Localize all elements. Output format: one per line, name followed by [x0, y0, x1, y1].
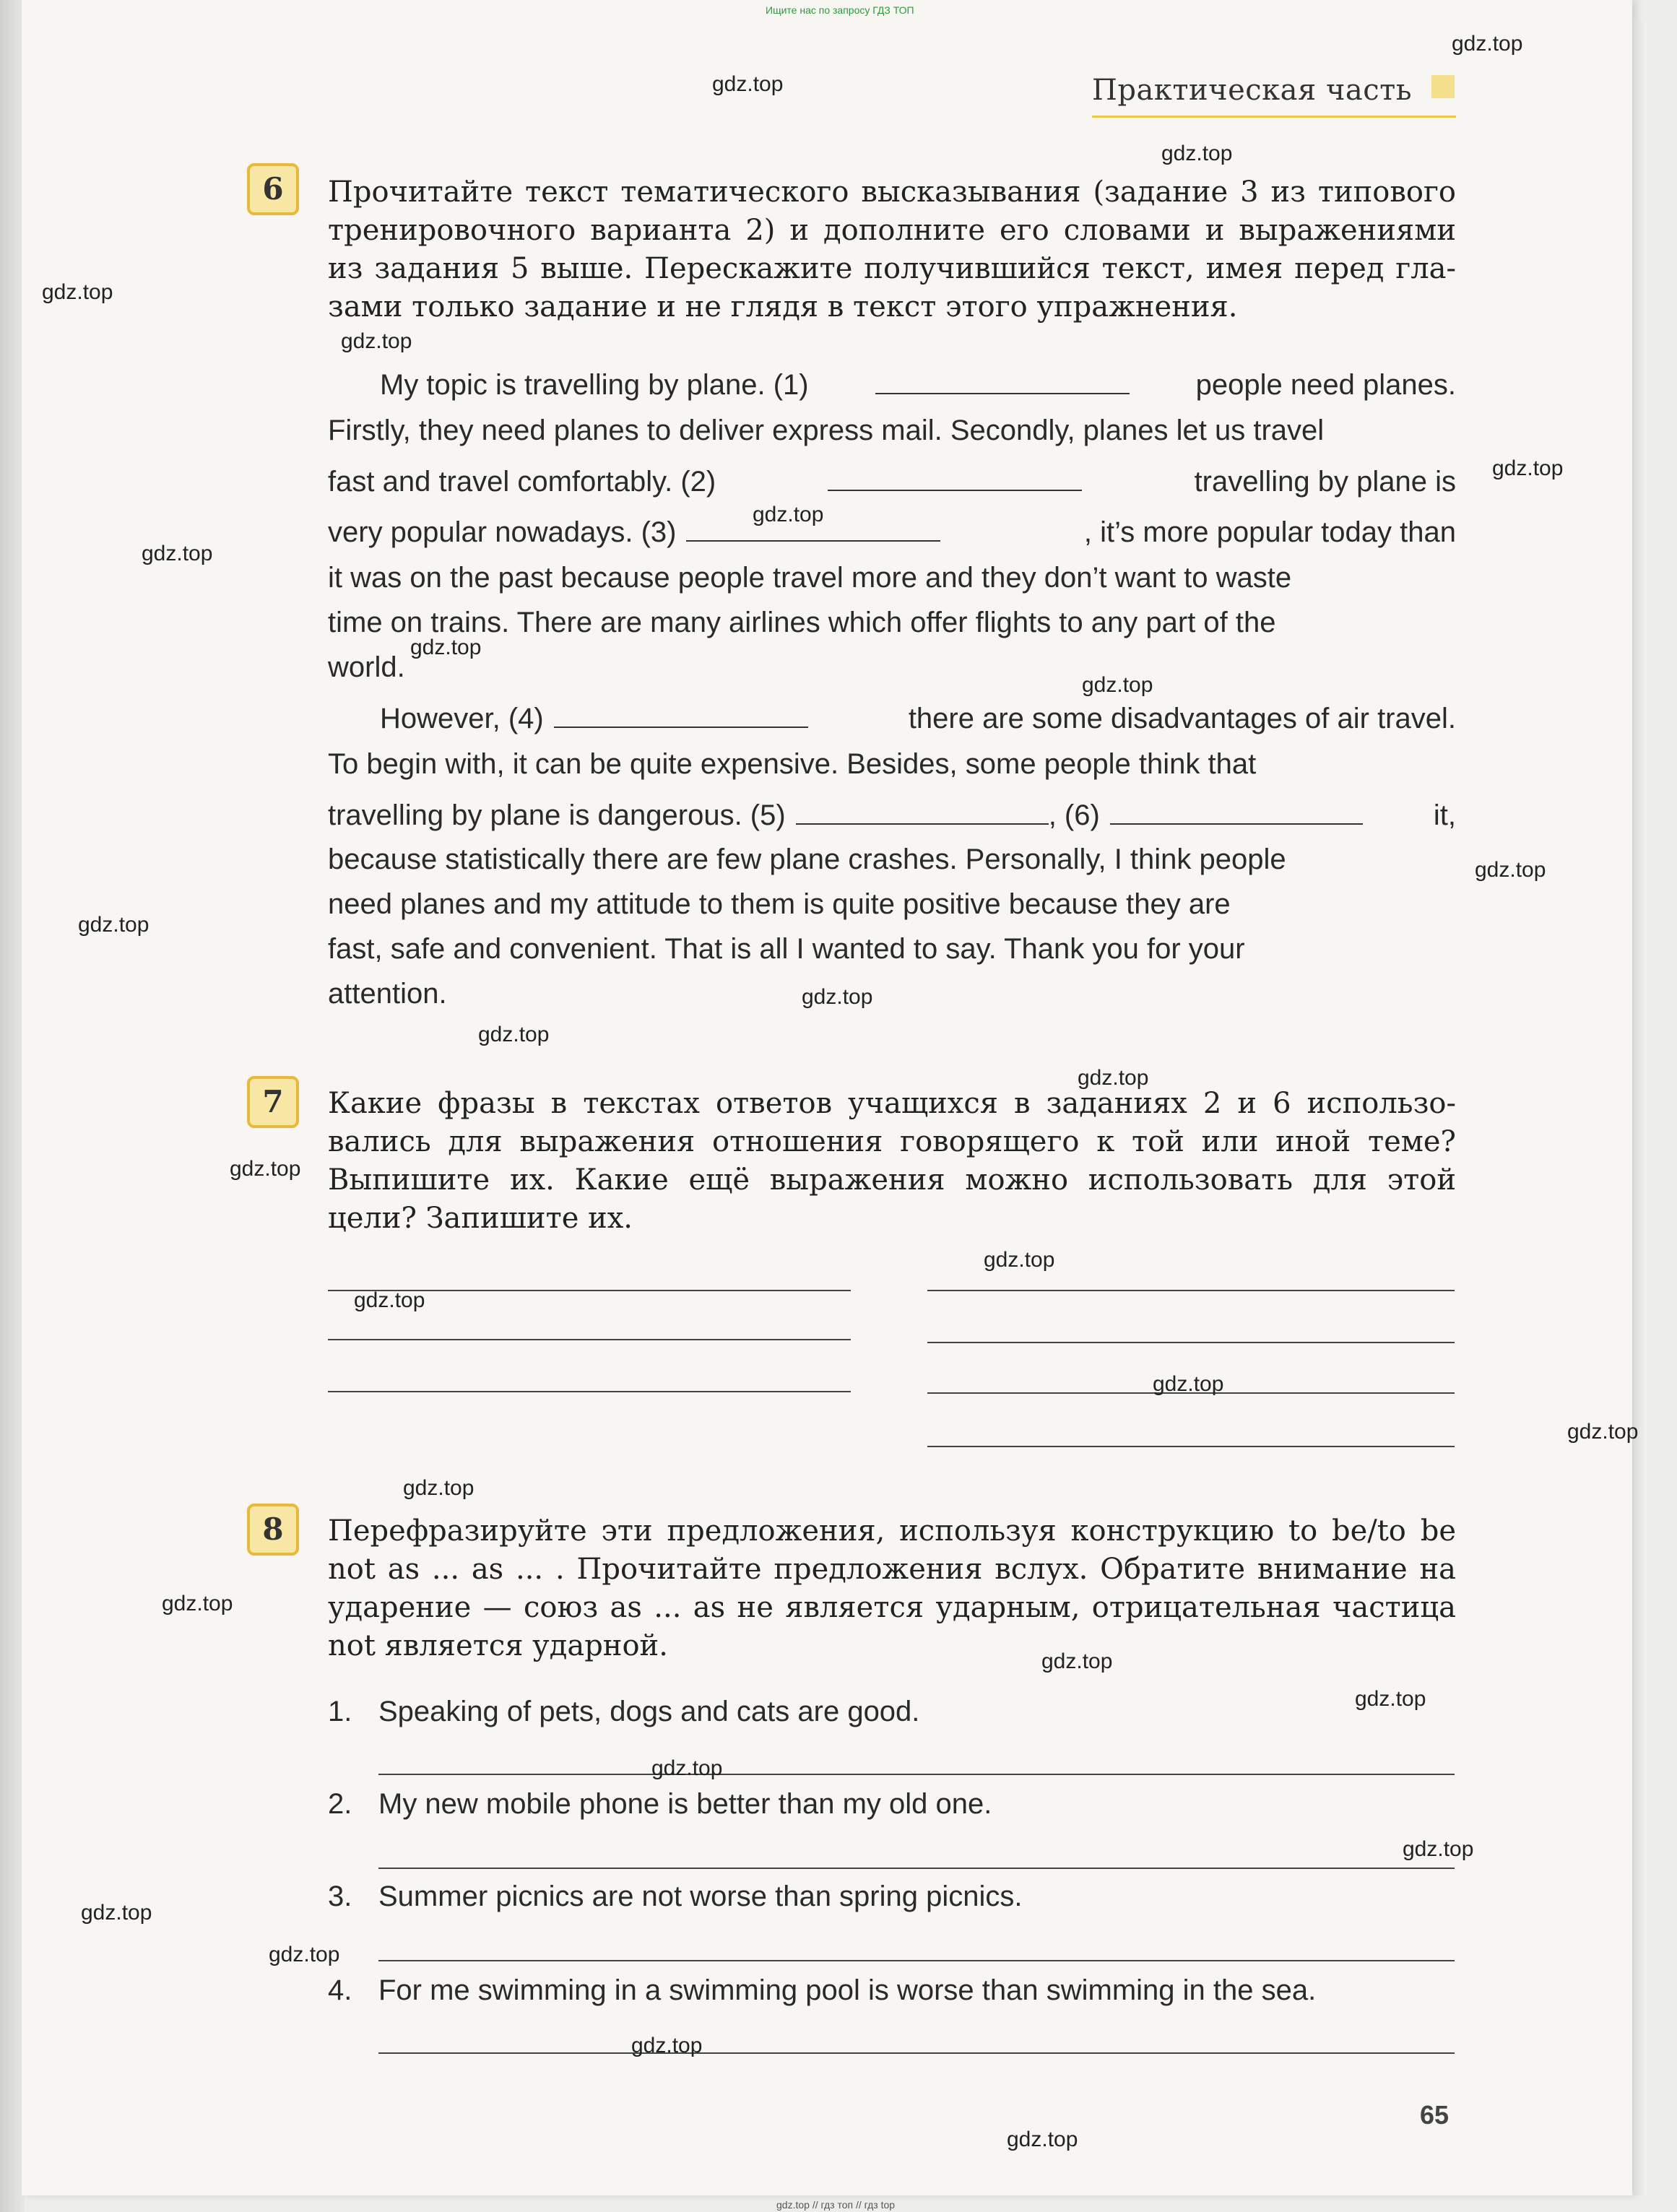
watermark: gdz.top [631, 2034, 703, 2057]
answer-line[interactable] [378, 1960, 1455, 1961]
text-fragment: very popular nowadays. (3) [328, 516, 677, 548]
answer-line[interactable] [378, 2052, 1455, 2054]
blank-1[interactable] [875, 368, 1130, 394]
instruction-line: not as ... as ... . Прочитайте предложения вслух. Обратите внимание на [328, 1553, 1456, 1586]
answer-line[interactable] [927, 1342, 1455, 1343]
exercise-7-badge: 7 [247, 1076, 299, 1128]
instruction-line: Какие фразы в текстах ответов учащихся в заданиях 2 и 6 использо- [328, 1087, 1456, 1120]
watermark: gdz.top [651, 1756, 723, 1780]
instruction-line: ударение — союз as ... as не является ударным, отрицательная частица [328, 1591, 1456, 1624]
page-edge-shadow [0, 0, 25, 2212]
watermark: gdz.top [269, 1943, 340, 1966]
list-item-number: 1. [328, 1696, 352, 1727]
text-line: because statistically there are few plane crashes. Personally, I think people [328, 843, 1286, 875]
text-line: fast, safe and convenient. That is all I wanted to say. Thank you for your [328, 933, 1245, 965]
watermark: gdz.top [1492, 456, 1564, 480]
watermark: gdz.top [81, 1901, 152, 1925]
watermark: gdz.top [42, 280, 113, 304]
instruction-line: цели? Запишите их. [328, 1202, 633, 1235]
watermark: gdz.top [354, 1288, 425, 1312]
watermark: gdz.top [712, 72, 784, 96]
list-item-number: 4. [328, 1974, 352, 2006]
text-line [328, 465, 1456, 503]
text-fragment: However, (4) [380, 703, 544, 734]
watermark: gdz.top [1153, 1372, 1224, 1396]
instruction-line: Прочитайте текст тематического высказывания (задание 3 из типового [328, 175, 1456, 209]
instruction-line: not является ударной. [328, 1629, 668, 1662]
list-item [328, 1881, 1022, 1913]
top-note: Ищите нас по запросу ГДЗ ТОП [766, 4, 914, 16]
answer-line[interactable] [378, 1774, 1455, 1775]
answer-line[interactable] [927, 1446, 1455, 1447]
answer-line[interactable] [927, 1290, 1455, 1291]
watermark: gdz.top [1567, 1420, 1639, 1444]
list-item-number: 3. [328, 1881, 352, 1912]
text-line: need planes and my attitude to them is quite positive because they are [328, 888, 1231, 920]
watermark: gdz.top [410, 636, 482, 659]
watermark: gdz.top [1403, 1837, 1474, 1861]
text-fragment: travelling by plane is [1194, 466, 1456, 498]
list-item [328, 1696, 919, 1728]
section-square-icon [1431, 75, 1455, 98]
blank-4[interactable] [554, 702, 808, 728]
text-line: attention. [328, 978, 447, 1010]
watermark: gdz.top [78, 913, 150, 937]
instruction-line: вались для выражения отношения говорящего к той или иной теме? [328, 1125, 1456, 1158]
exercise-8-instruction [328, 1512, 1456, 1665]
text-line: Firstly, they need planes to deliver express mail. Secondly, planes let us travel [328, 415, 1325, 446]
text-line [328, 799, 1456, 836]
instruction-line: из задания 5 выше. Перескажите получившийся текст, имея перед гла- [328, 252, 1456, 285]
watermark: gdz.top [1007, 2128, 1078, 2151]
list-item-text: For me swimming in a swimming pool is worse than swimming in the sea. [378, 1974, 1317, 2006]
exercise-6-badge: 6 [247, 163, 299, 215]
text-line: it was on the past because people travel more and they don’t want to waste [328, 562, 1292, 594]
text-line: To begin with, it can be quite expensive. Besides, some people think that [328, 748, 1257, 780]
section-rule [1092, 116, 1456, 118]
text-line: world. [328, 651, 405, 683]
blank-2[interactable] [828, 465, 1082, 491]
exercise-7-instruction [328, 1085, 1456, 1238]
text-fragment: it, [1433, 799, 1456, 831]
list-item-text: Speaking of pets, dogs and cats are good. [378, 1696, 920, 1727]
watermark: gdz.top [162, 1592, 233, 1615]
instruction-line: Выпишите их. Какие ещё выражения можно использовать для этой [328, 1163, 1456, 1197]
blank-6[interactable] [1110, 799, 1363, 825]
instruction-line: зами только задание и не глядя в текст этого упражнения. [328, 290, 1238, 324]
watermark: gdz.top [802, 985, 873, 1009]
list-item-number: 2. [328, 1788, 352, 1820]
answer-line[interactable] [328, 1339, 851, 1340]
text-line [328, 702, 1456, 739]
watermark: gdz.top [1082, 673, 1153, 697]
list-item-text: Summer picnics are not worse than spring picnics. [378, 1881, 1023, 1912]
page-number: 65 [1420, 2100, 1450, 2130]
watermark: gdz.top [1452, 32, 1523, 56]
text-fragment: people need planes. [1195, 369, 1456, 401]
text-line [328, 368, 1456, 406]
watermark: gdz.top [1161, 142, 1233, 165]
watermark: gdz.top [1475, 858, 1546, 882]
text-fragment: , it’s more popular today than [1083, 516, 1456, 548]
text-fragment: fast and travel comfortably. (2) [328, 466, 716, 498]
watermark: gdz.top [984, 1248, 1055, 1272]
text-fragment: , (6) [1048, 799, 1100, 831]
watermark: gdz.top [753, 503, 824, 526]
list-item-text: My new mobile phone is better than my old one. [378, 1788, 992, 1820]
bottom-note: gdz.top // гдз топ // гдз top [776, 2199, 896, 2211]
watermark: gdz.top [478, 1023, 550, 1046]
answer-line[interactable] [328, 1391, 851, 1392]
watermark: gdz.top [341, 329, 412, 353]
watermark: gdz.top [230, 1157, 301, 1181]
list-item [328, 1974, 1316, 2007]
instruction-line: Перефразируйте эти предложения, используя конструкцию to be/to be [328, 1514, 1456, 1548]
text-line [328, 516, 1456, 553]
watermark: gdz.top [1041, 1649, 1113, 1673]
watermark: gdz.top [142, 542, 213, 565]
text-fragment: there are some disadvantages of air travel. [908, 703, 1456, 734]
exercise-8-badge: 8 [247, 1504, 299, 1556]
list-item [328, 1788, 992, 1821]
instruction-line: тренировочного варианта 2) и дополните его словами и выражениями [328, 214, 1456, 247]
watermark: gdz.top [1078, 1066, 1149, 1090]
blank-5[interactable] [796, 799, 1049, 825]
exercise-6-instruction [328, 173, 1456, 326]
text-line: time on trains. There are many airlines which offer flights to any part of the [328, 607, 1276, 638]
page-right-edge [1634, 22, 1647, 2195]
answer-line[interactable] [378, 1868, 1455, 1869]
watermark: gdz.top [403, 1476, 474, 1500]
text-fragment: My topic is travelling by plane. (1) [380, 369, 809, 401]
watermark: gdz.top [1355, 1687, 1426, 1711]
section-title: Практическая часть [1092, 74, 1413, 107]
text-fragment: travelling by plane is dangerous. (5) [328, 799, 786, 831]
